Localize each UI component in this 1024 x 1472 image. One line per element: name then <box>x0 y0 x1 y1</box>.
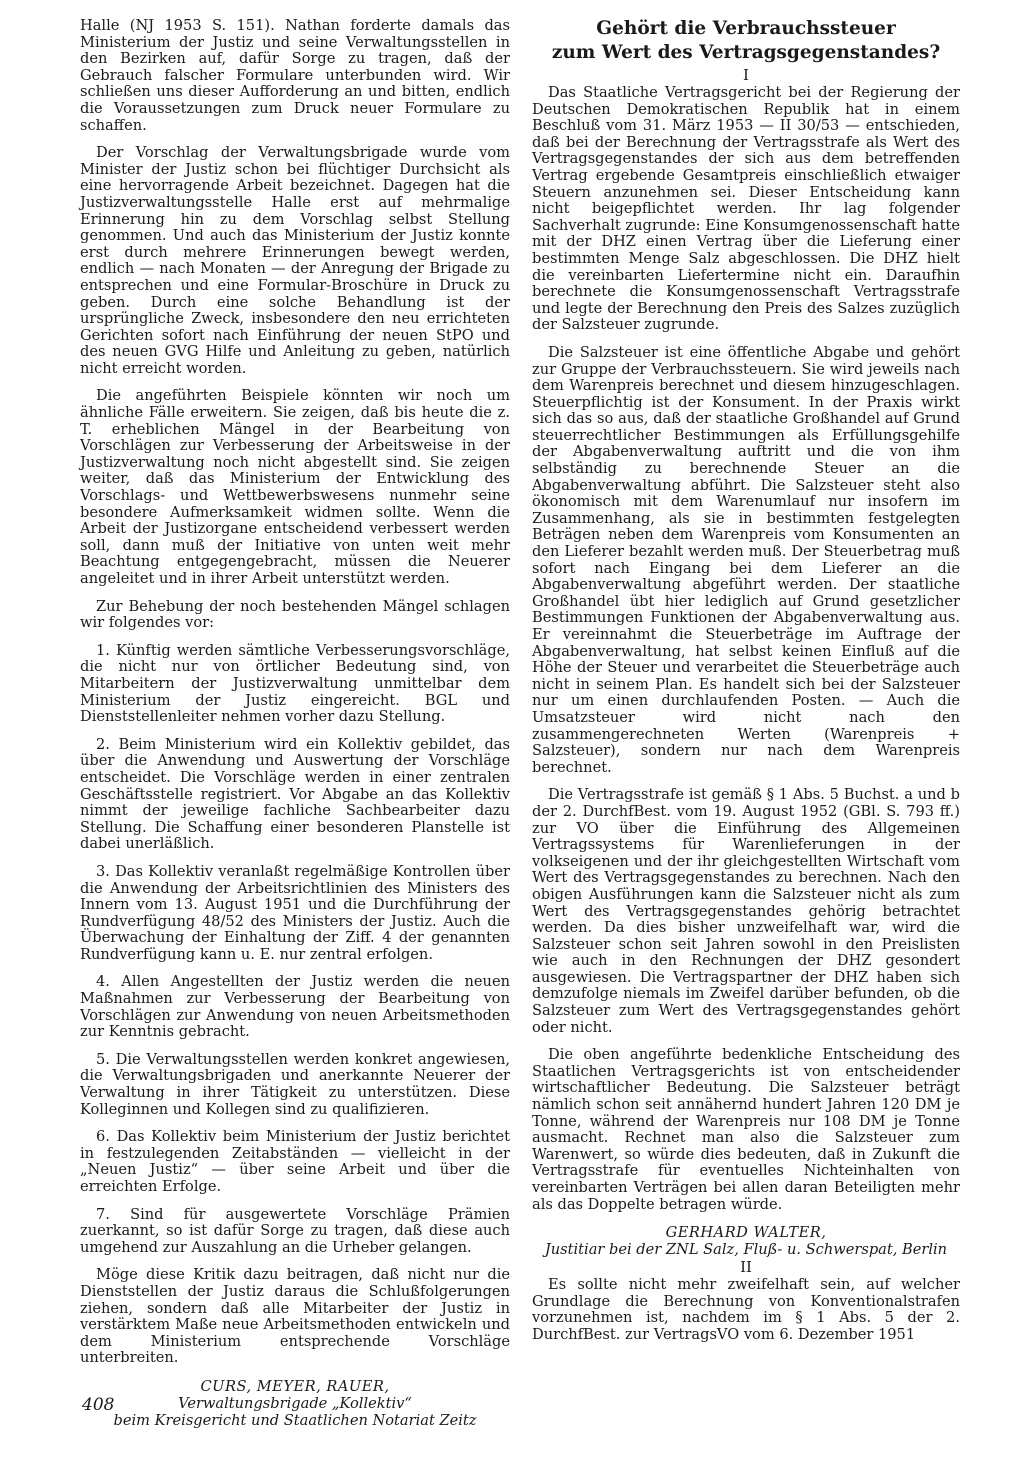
left-paragraph-4: Zur Behebung der noch bestehenden Mängel schlagen wir folgendes vor: <box>80 597 510 632</box>
section-heading-one: I <box>743 66 749 84</box>
article-title-line-1: Gehört die Verbrauchssteuer <box>596 18 896 39</box>
proposal-item-6: 6. Das Kollektiv beim Ministerium der Justiz berichtet in festzulegenden Zeitabständen — vielleicht in der „Neuen Justiz“ — über seine Arbeit und über die erreichten Erfolge. <box>80 1128 510 1195</box>
left-signature-names: CURS, MEYER, RAUER, <box>200 1377 390 1395</box>
proposal-item-4: 4. Allen Angestellten der Justiz werden die neuen Maßnahmen zur Verbesserung der Bearbeitung von Vorschlägen zur Anwendung von neuen Arbeitsmethoden zur Kenntnis gebracht. <box>80 973 510 1041</box>
proposal-item-1: 1. Künftig werden sämtliche Verbesserungsvorschläge, die nicht nur von örtlicher Bedeutung sind, von Mitarbeitern der Justizverwaltung unmittelbar dem Ministerium der Justiz eingereicht. BGL und Dienststellenleiter nehmen vorher dazu Stellung. <box>80 641 510 726</box>
proposal-item-7: 7. Sind für ausgewertete Vorschläge Prämien zuerkannt, so ist dafür Sorge zu tragen, daß diese auch umgehend zur Auszahlung an die Urheber gelangen. <box>80 1205 510 1256</box>
right-paragraph-3: Die Vertragsstrafe ist gemäß § 1 Abs. 5 Buchst. a und b der 2. DurchfBest. vom 19. August 1952 (GBl. S. 793 ff.) zur VO über die Einführung des Allgemeinen Vertragssystems für Warenlieferungen in der volkseigenen und der ihr gleichgestellten Wirtschaft vom Wert des Vertragsgegenstandes zu berechnen. Nach den obigen Ausführungen kann die Salzsteuer nicht als zum Wert des Vertragsgegenstandes gehörig betrachtet werden. Da dies bisher unzweifelhaft war, wird die Salzsteuer schon seit Jahren sowohl in den Preislisten wie auch in den Rechnungen der DHZ gesondert ausgewiesen. Die Vertragspartner der DHZ haben sich demzufolge niemals im Zweifel darüber befunden, ob die Salzsteuer zum Wert des Vertragsgegenstandes gehört oder nicht. <box>532 786 960 1036</box>
right-signature-title: Justitiar bei der ZNL Salz, Fluß- u. Schwerspat, Berlin <box>544 1241 948 1259</box>
proposal-item-2: 2. Beim Ministerium wird ein Kollektiv gebildet, das über die Anwendung und Auswertung der Vorschläge entscheidet. Die Vorschläge werden in einer zentralen Geschäftsstelle registriert. Vor Abgabe an das Kollektiv nimmt der jeweilige fachliche Sachbearbeiter dazu Stellung. Die Schaffung einer besonderen Planstelle ist dabei unerläßlich. <box>80 735 510 853</box>
proposal-item-5: 5. Die Verwaltungsstellen werden konkret angewiesen, die Verwaltungsbrigaden und anerkannte Neuerer der Verwaltung in ihrer Tätigkeit zu unterstützen. Diese Kolleginnen und Kollegen sind zu qualifizieren. <box>80 1050 510 1118</box>
left-closing-paragraph: Möge diese Kritik dazu beitragen, daß nicht nur die Dienststellen der Justiz daraus die Schlußfolgerungen ziehen, sondern daß alle Mitarbeiter der Justiz in verstärktem Maße neue Arbeitsmethoden entwickeln und dem Ministerium entsprechende Vorschläge unterbreiten. <box>80 1266 510 1367</box>
left-column <box>80 18 510 1429</box>
section-heading-two: II <box>740 1258 752 1277</box>
article-title-line-2: zum Wert des Vertragsgegenstandes? <box>551 42 941 63</box>
left-paragraph-1: Halle (NJ 1953 S. 151). Nathan forderte damals das Ministerium der Justiz und seine Verwaltungsstellen in den Bezirken auf, dafür Sorge zu tragen, daß der Gebrauch falscher Formulare unterbunden wird. Wir schließen uns dieser Aufforderung an und bitten, endlich die Voraussetzungen zum Druck neuer Formulare zu schaffen. <box>80 17 510 134</box>
right-paragraph-5: Es sollte nicht mehr zweifelhaft sein, auf welcher Grundlage die Berechnung von Konventionalstrafen vorzunehmen ist, nachdem im § 1 Abs. 5 der 2. DurchfBest. zur VertragsVO vom 6. Dezember 1951 <box>532 1276 960 1343</box>
right-paragraph-1: Das Staatliche Vertragsgericht bei der Regierung der Deutschen Demokratischen Republik hat in einem Beschluß vom 31. März 1953 — II 30/53 — entschieden, daß bei der Berechnung der Vertragsstrafe als Wert des Vertragsgegenstandes der sich aus dem betreffenden Vertrag ergebende Gesamtpreis einschließlich etwaiger Steuern anzunehmen sei. Dieser Entscheidung kann nicht beigepflichtet werden. Ihr lag folgender Sachverhalt zugrunde: Eine Konsumgenossenschaft hatte mit der DHZ einen Vertrag über die Lieferung einer bestimmten Menge Salz abgeschlossen. Die DHZ hielt die vereinbarten Liefertermine nicht ein. Daraufhin berechnete die Konsumgenossenschaft Vertragsstrafe und legte der Berechnung den Preis des Salzes zuzüglich der Salzsteuer zugrunde. <box>532 84 960 334</box>
left-signature-brigade: Verwaltungsbrigade „Kollektiv“ <box>178 1394 412 1412</box>
right-paragraph-4: Die oben angeführte bedenkliche Entscheidung des Staatlichen Vertragsgerichts ist von entscheidender wirtschaftlicher Bedeutung. Die Salzsteuer beträgt nämlich schon seit annähernd hundert Jahren 120 DM je Tonne, während der Warenpreis nur 108 DM je Tonne ausmacht. Rechnet man also die Salzsteuer zum Warenwert, so würde dies bedeuten, daß in Zukunft die Vertragsstrafe für eventuelles Nichteinhalten von vereinbarten Verträgen bei allen daran Beteiligten mehr als das Doppelte betragen würde. <box>532 1046 960 1213</box>
right-column <box>532 18 960 1355</box>
right-signature-name: GERHARD WALTER, <box>665 1224 827 1242</box>
page-number: 408 <box>82 1395 115 1415</box>
left-paragraph-2: Der Vorschlag der Verwaltungsbrigade wurde vom Minister der Justiz schon bei flüchtiger Durchsicht als eine hervorragende Arbeit bezeichnet. Dagegen hat die Justizverwaltungsstelle Halle erst auf mehrmalige Erinnerung hin zu dem Vorschlag selbst Stellung genommen. Und auch das Ministerium der Justiz konnte erst durch mehrere Erinnerungen bewegt werden, endlich — nach Monaten — der Anregung der Brigade zu entsprechen und eine Formular-Broschüre in Druck zu geben. Durch eine solche Behandlung ist der ursprüngliche Zweck, insbesondere den neu errichteten Gerichten sofort nach Einführung der neuen StPO und des neuen GVG Hilfe und Anleitung zu geben, natürlich nicht erreicht worden. <box>80 144 510 377</box>
proposal-item-3: 3. Das Kollektiv veranlaßt regelmäßige Kontrollen über die Anwendung der Arbeitsrichtlinien des Ministers des Innern vom 13. August 1951 und die Durchführung der Rundverfügung 48/52 des Ministers der Justiz. Auch die Überwachung der Einhaltung der Ziff. 4 der genannten Rundverfügung kann u. E. nur zentral erfolgen. <box>80 862 510 963</box>
right-paragraph-2: Die Salzsteuer ist eine öffentliche Abgabe und gehört zur Gruppe der Verbrauchssteuern. Sie wird jeweils nach dem Warenpreis berechnet und diesem hinzugeschlagen. Steuerpflichtig ist der Konsument. In der Praxis wirkt sich das so aus, daß der staatliche Großhandel auf Grund steuerrechtlicher Bestimmungen als Erfüllungsgehilfe der Abgabenverwaltung auftritt und die von ihm selbständig zu berechnende Steuer an die Abgabenverwaltung abführt. Die Salzsteuer steht also ökonomisch mit dem Warenumlauf nur insofern im Zusammenhang, als sie in bestimmten festgelegten Beträgen neben dem Warenpreis vom Konsumenten an den Lieferer bezahlt werden muß. Der Steuerbetrag muß sofort nach Eingang bei dem Lieferer an die Abgabenverwaltung abgeführt werden. Der staatliche Großhandel übt hier lediglich auf Grund gesetzlicher Bestimmungen Funktionen der Abgabenverwaltung aus. Er vereinnahmt die Steuerbeträge im Auftrage der Abgabenverwaltung, hat selbst keinen Einfluß auf die Höhe der Steuer und verarbeitet die Steuerbeträge auch nicht in seinem Plan. Es handelt sich bei der Salzsteuer nur um einen durchlaufenden Posten. — Auch die Umsatzsteuer wird nicht nach den zusammengerechneten Werten (Warenpreis + Salzsteuer), sondern nur nach dem Warenpreis berechnet. <box>532 343 960 776</box>
left-paragraph-3: Die angeführten Beispiele könnten wir noch um ähnliche Fälle erweitern. Sie zeigen, daß bis heute die z. T. erheblichen Mängel in der Bearbeitung von Vorschlägen zur Verbesserung der Arbeitsweise in der Justizverwaltung noch nicht abgestellt sind. Sie zeigen weiter, daß das Ministerium der Entwicklung des Vorschlags- und Wettbewerbswesens nunmehr seine besondere Aufmerksamkeit widmen sollte. Wenn die Arbeit der Justizorgane entscheidend verbessert werden soll, dann muß der Initiative von unten weit mehr Beachtung entgegengebracht, müssen die Neuerer angeleitet und in ihrer Arbeit unterstützt werden. <box>80 387 510 587</box>
left-signature-court: beim Kreisgericht und Staatlichen Notariat Zeitz <box>113 1411 477 1429</box>
